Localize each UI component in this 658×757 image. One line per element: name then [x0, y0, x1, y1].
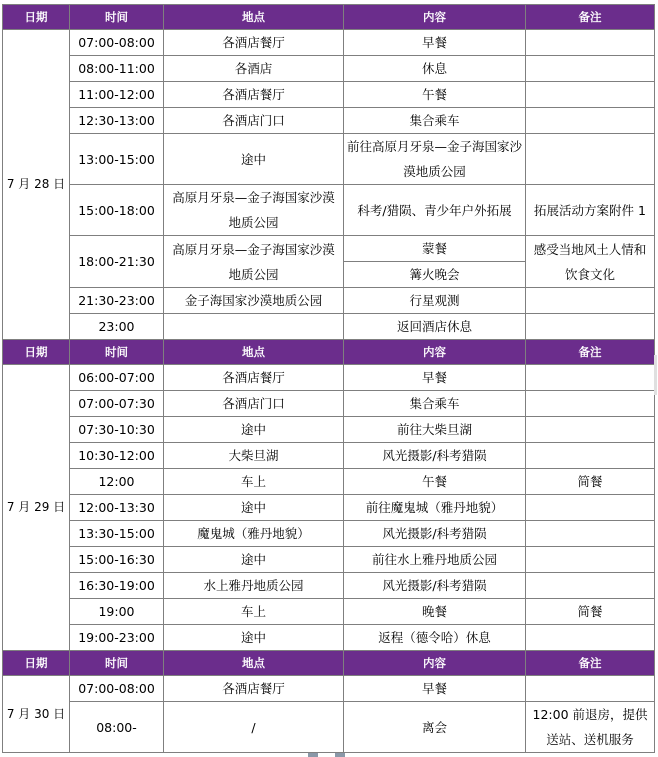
place-cell: 各酒店餐厅 [164, 676, 344, 702]
content-cell: 前往水上雅丹地质公园 [344, 547, 526, 573]
content-cell: 返程（德令哈）休息 [344, 625, 526, 651]
note-cell [526, 56, 655, 82]
note-cell [526, 417, 655, 443]
time-cell: 07:00-08:00 [70, 30, 164, 56]
content-cell: 早餐 [344, 30, 526, 56]
date-cell: 7 月 30 日 [3, 676, 70, 753]
place-cell: 途中 [164, 134, 344, 185]
content-cell: 科考/猎陨、青少年户外拓展 [344, 185, 526, 236]
time-cell: 07:30-10:30 [70, 417, 164, 443]
table-row [3, 676, 655, 702]
time-cell: 19:00-23:00 [70, 625, 164, 651]
time-cell: 15:00-18:00 [70, 185, 164, 236]
place-cell: 途中 [164, 625, 344, 651]
content-cell: 离会 [344, 702, 526, 753]
time-cell: 21:30-23:00 [70, 288, 164, 314]
table-row [3, 599, 655, 625]
table-row [3, 625, 655, 651]
schedule-table [2, 4, 655, 753]
time-cell: 07:00-07:30 [70, 391, 164, 417]
note-cell [526, 82, 655, 108]
place-cell: 各酒店餐厅 [164, 30, 344, 56]
table-row [3, 82, 655, 108]
table-row [3, 108, 655, 134]
time-cell: 12:30-13:00 [70, 108, 164, 134]
content-cell: 集合乘车 [344, 108, 526, 134]
note-cell [526, 573, 655, 599]
place-cell: 水上雅丹地质公园 [164, 573, 344, 599]
content-cell: 前往高原月牙泉—金子海国家沙漠地质公园 [344, 134, 526, 185]
header-row [3, 340, 655, 365]
header-content: 内容 [344, 5, 526, 30]
content-cell: 风光摄影/科考猎陨 [344, 573, 526, 599]
place-cell: 车上 [164, 469, 344, 495]
place-cell: 大柴旦湖 [164, 443, 344, 469]
note-cell [526, 547, 655, 573]
content-cell: 早餐 [344, 676, 526, 702]
note-cell [526, 365, 655, 391]
table-row [3, 365, 655, 391]
place-cell: / [164, 702, 344, 753]
header-content: 内容 [344, 651, 526, 676]
note-cell: 简餐 [526, 599, 655, 625]
content-cell: 午餐 [344, 82, 526, 108]
header-date: 日期 [3, 651, 70, 676]
place-cell: 各酒店餐厅 [164, 365, 344, 391]
table-row [3, 547, 655, 573]
place-cell: 各酒店 [164, 56, 344, 82]
header-row [3, 5, 655, 30]
time-cell: 06:00-07:00 [70, 365, 164, 391]
content-cell: 休息 [344, 56, 526, 82]
scrollbar-thumb[interactable] [654, 355, 657, 395]
note-cell: 感受当地风土人情和饮食文化 [526, 236, 655, 288]
note-cell [526, 443, 655, 469]
time-cell: 08:00-11:00 [70, 56, 164, 82]
page-marker [308, 753, 318, 757]
table-row [3, 314, 655, 340]
time-cell: 10:30-12:00 [70, 443, 164, 469]
content-cell: 返回酒店休息 [344, 314, 526, 340]
content-cell: 午餐 [344, 469, 526, 495]
time-cell: 15:00-16:30 [70, 547, 164, 573]
content-cell: 蒙餐 [344, 236, 526, 262]
content-cell: 行星观测 [344, 288, 526, 314]
place-cell: 金子海国家沙漠地质公园 [164, 288, 344, 314]
header-time: 时间 [70, 340, 164, 365]
place-cell: 各酒店门口 [164, 391, 344, 417]
content-cell: 风光摄影/科考猎陨 [344, 443, 526, 469]
note-cell: 拓展活动方案附件 1 [526, 185, 655, 236]
header-place: 地点 [164, 651, 344, 676]
table-row [3, 521, 655, 547]
page-marker [335, 753, 345, 757]
table-row [3, 702, 655, 753]
table-row [3, 288, 655, 314]
place-cell: 高原月牙泉—金子海国家沙漠地质公园 [164, 185, 344, 236]
note-cell: 12:00 前退房，提供送站、送机服务 [526, 702, 655, 753]
note-cell [526, 495, 655, 521]
header-place: 地点 [164, 5, 344, 30]
place-cell: 各酒店餐厅 [164, 82, 344, 108]
time-cell: 13:30-15:00 [70, 521, 164, 547]
time-cell: 08:00- [70, 702, 164, 753]
header-time: 时间 [70, 5, 164, 30]
date-cell: 7 月 28 日 [3, 30, 70, 340]
table-row [3, 573, 655, 599]
header-date: 日期 [3, 5, 70, 30]
place-cell: 各酒店门口 [164, 108, 344, 134]
note-cell [526, 676, 655, 702]
note-cell [526, 391, 655, 417]
note-cell [526, 625, 655, 651]
header-content: 内容 [344, 340, 526, 365]
table-row [3, 185, 655, 236]
time-cell: 23:00 [70, 314, 164, 340]
header-note: 备注 [526, 5, 655, 30]
content-cell: 早餐 [344, 365, 526, 391]
table-row [3, 30, 655, 56]
time-cell: 19:00 [70, 599, 164, 625]
table-row [3, 391, 655, 417]
note-cell [526, 288, 655, 314]
place-cell: 车上 [164, 599, 344, 625]
time-cell: 13:00-15:00 [70, 134, 164, 185]
table-row [3, 134, 655, 185]
content-cell: 前往魔鬼城（雅丹地貌） [344, 495, 526, 521]
header-note: 备注 [526, 340, 655, 365]
note-cell: 简餐 [526, 469, 655, 495]
content-cell: 集合乘车 [344, 391, 526, 417]
place-cell: 途中 [164, 547, 344, 573]
content-cell: 晚餐 [344, 599, 526, 625]
table-row [3, 469, 655, 495]
date-cell: 7 月 29 日 [3, 365, 70, 651]
time-cell: 16:30-19:00 [70, 573, 164, 599]
header-time: 时间 [70, 651, 164, 676]
time-cell: 07:00-08:00 [70, 676, 164, 702]
table-row [3, 236, 655, 262]
place-cell: 途中 [164, 417, 344, 443]
header-date: 日期 [3, 340, 70, 365]
note-cell [526, 30, 655, 56]
content-cell: 风光摄影/科考猎陨 [344, 521, 526, 547]
place-cell: 魔鬼城（雅丹地貌） [164, 521, 344, 547]
time-cell: 12:00 [70, 469, 164, 495]
content-cell: 篝火晚会 [344, 262, 526, 288]
note-cell [526, 314, 655, 340]
time-cell: 11:00-12:00 [70, 82, 164, 108]
place-cell: 高原月牙泉—金子海国家沙漠地质公园 [164, 236, 344, 288]
header-place: 地点 [164, 340, 344, 365]
note-cell [526, 134, 655, 185]
content-cell: 前往大柴旦湖 [344, 417, 526, 443]
table-row [3, 56, 655, 82]
note-cell [526, 108, 655, 134]
place-cell: 途中 [164, 495, 344, 521]
time-cell: 12:00-13:30 [70, 495, 164, 521]
table-row [3, 417, 655, 443]
note-cell [526, 521, 655, 547]
header-note: 备注 [526, 651, 655, 676]
table-row [3, 495, 655, 521]
table-row [3, 443, 655, 469]
place-cell [164, 314, 344, 340]
header-row [3, 651, 655, 676]
time-cell: 18:00-21:30 [70, 236, 164, 288]
